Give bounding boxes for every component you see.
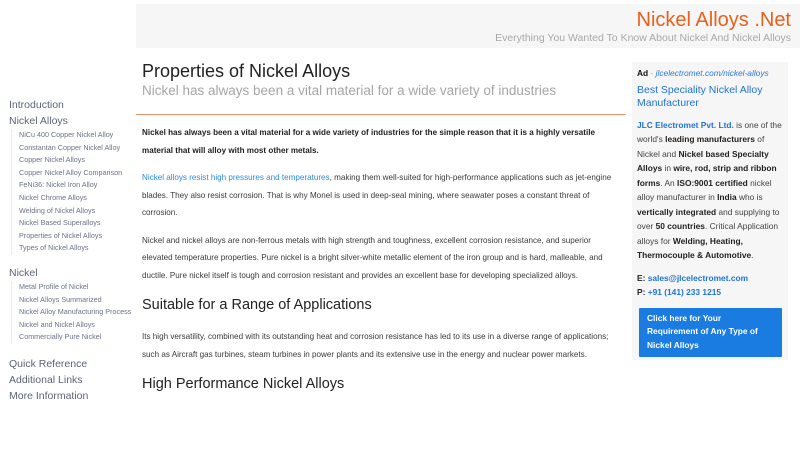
paragraph: Its high versatility, combined with its outstanding heat and corrosion resistance has led to its use in a diverse range of applications; such as Aircraft gas turbines, steam turbines in power plants and its extensive use in the energy and nuclear power markets. — [142, 332, 609, 359]
nav-sub-item[interactable]: Nickel and Nickel Alloys — [19, 319, 95, 329]
nav-quick-reference[interactable]: Quick Reference — [9, 357, 88, 370]
site-title-link[interactable]: Nickel Alloys .Net — [636, 9, 791, 31]
nav-nickel-sublist — [11, 281, 134, 344]
nav-sub-item[interactable]: NiCu 400 Copper Nickel Alloy — [19, 130, 114, 139]
nav-sub-item[interactable]: Welding of Nickel Alloys — [19, 205, 96, 215]
page-title: Properties of Nickel Alloys — [142, 61, 351, 81]
nav-sub-item[interactable]: Types of Nickel Alloys — [19, 243, 89, 253]
page-heading — [142, 60, 614, 99]
nav-introduction[interactable]: Introduction — [9, 99, 64, 111]
nav-sub-item[interactable]: Metal Profile of Nickel — [19, 281, 89, 291]
nav-sub-item[interactable]: Copper Nickel Alloys — [19, 155, 85, 165]
nav-nickel-alloys[interactable]: Nickel Alloys — [9, 115, 68, 127]
ad-email-link[interactable]: sales@jlcelectromet.com — [647, 272, 749, 283]
nav-sub-item[interactable]: Copper Nickel Alloy Comparison — [19, 167, 123, 177]
nav-sub-item[interactable]: Commercially Pure Nickel — [19, 332, 102, 342]
nav-additional-links[interactable]: Additional Links — [9, 373, 83, 386]
paragraph: Nickel alloys resist high pressures and temperatures, making them well-suited for high-performance applications such as jet-engine blades. They also resist corrosion. That is why Monel is used in deep-seal mining, where seawater poses a constant threat of corrosion. — [142, 173, 612, 217]
nav-sub-item[interactable]: Nickel Alloy Manufacturing Process — [19, 307, 132, 317]
inline-link-nickel-alloys-resist[interactable]: Nickel alloys resist high pressures and temperatures — [142, 173, 330, 182]
nav-sub-item[interactable]: Nickel Chrome Alloys — [19, 192, 87, 202]
nav-more-information[interactable]: More Information — [9, 389, 89, 402]
lead-paragraph: Nickel has always been a vital material for a wide variety of industries for the simple reason that it is a highly versatile material that will alloy with most other metals. — [142, 128, 595, 155]
nav-sub-item[interactable]: Nickel Based Superalloys — [19, 218, 101, 228]
section-heading-high-performance: High Performance Nickel Alloys — [142, 376, 345, 392]
ad-headline-link[interactable]: Best Speciality Nickel Alloy Manufacturer — [637, 83, 763, 109]
ad-label-row: Ad · jlcelectromet.com/nickel-alloys — [637, 68, 769, 78]
ad-contact: E: sales@jlcelectromet.com P: +91 (141) 233 1215 — [637, 272, 749, 297]
ad-cta-button[interactable]: Click here for Your Requirement of Any Type of Nickel Alloys — [639, 308, 782, 357]
ad-label: Ad — [637, 68, 649, 78]
ad-url-link[interactable]: jlcelectromet.com/nickel-alloys — [655, 68, 769, 78]
nav-nickel-alloys-sublist — [11, 129, 134, 255]
advertisement-panel — [632, 62, 788, 360]
nav-sub-item[interactable]: Properties of Nickel Alloys — [19, 230, 103, 240]
nav-sub-item[interactable]: Nickel Alloys Summarized — [19, 294, 102, 304]
site-tagline: Everything You Wanted To Know About Nickel And Nickel Alloys — [495, 32, 791, 44]
article-body — [142, 124, 617, 393]
ad-body-text: JLC Electromet Pvt. Ltd. is one of the world's leading manufacturers of Nickel and Nickel based Specialty Alloys in wire, rod, strip and ribbon forms. An ISO:9001 certified nickel alloy manufacturer in India who is vertically integrated and supplying to over 50 countries. Critical Application alloys for Welding, Heating, Thermocouple & Automotive. — [637, 119, 782, 260]
nav-sub-item[interactable]: Constantan Copper Nickel Alloy — [19, 142, 121, 152]
site-header — [136, 4, 800, 48]
paragraph: Nickel and nickel alloys are non-ferrous metals with high strength and toughness, excellent corrosion resistance, and superior elevated temperature properties. Pure nickel is a bright silver-white metallic element of the iron group and is hard, malleable, and ductile. Pure nickel itself is tough and corrosion resistant and provides an excellent base for developing specialized alloys. — [142, 235, 603, 280]
ad-phone-link[interactable]: +91 (141) 233 1215 — [647, 287, 722, 297]
page-subtitle: Nickel has always been a vital material for a wide variety of industries — [142, 83, 557, 98]
sidebar-nav — [9, 97, 134, 404]
nav-nickel[interactable]: Nickel — [9, 266, 38, 279]
heading-divider — [136, 114, 626, 115]
section-heading-applications: Suitable for a Range of Applications — [142, 297, 372, 313]
nav-sub-item[interactable]: FeNi36: Nickel Iron Alloy — [19, 180, 98, 190]
